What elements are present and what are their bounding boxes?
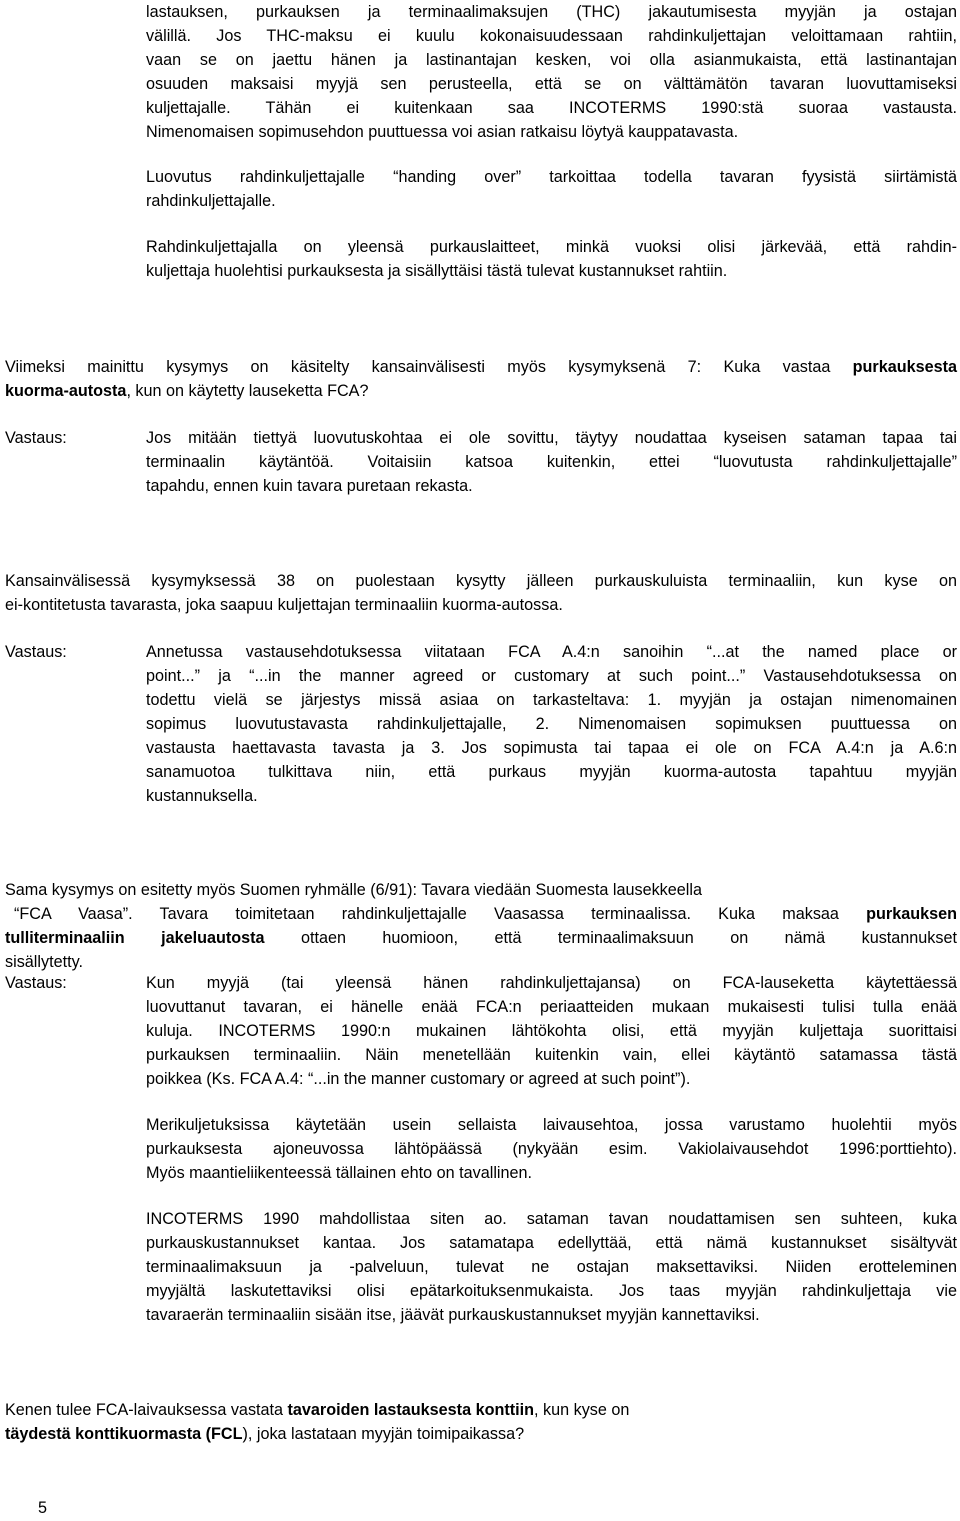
answer-line: purkauskustannukset kantaa. Jos satamatapa edellyttää, että nämä kustannukset sisältyvät (146, 1234, 957, 1252)
answer-7 (146, 426, 957, 498)
text-line: Nimenomaisen sopimusehdon puuttuessa voi asian ratkaisu löytyä kauppatavasta. (146, 123, 739, 141)
answer-line: INCOTERMS 1990 mahdollistaa siten ao. sataman tavan noudattamisen sen suhteen, kuka (146, 1210, 957, 1228)
question-bold: purkauksesta (852, 358, 957, 376)
text-line: Rahdinkuljettajalla on yleensä purkauslaitteet, minkä vuoksi olisi järkevää, että rahdin- (146, 238, 957, 256)
question-line: ei-kontitetusta tavarasta, joka saapuu kuljettajan terminaaliin kuorma-autossa. (5, 596, 563, 614)
answer-line: Jos mitään tiettyä luovutuskohtaa ei ole sovittu, täytyy noudattaa kyseisen sataman tapaa tai (146, 429, 957, 447)
answer-line: vastausta haettavasta tavasta ja 3. Jos sopimusta tai tapaa ei ole on FCA A.4:n ja A.6:n (146, 739, 957, 757)
answer-line: luovuttanut tavaran, ei hänelle enää FCA:n periaatteiden mukaan mukaisesti tulisi tulla enää (146, 998, 957, 1016)
intro-paragraph (146, 0, 957, 144)
question-text: ), joka lastataan myyjän toimipaikassa? (242, 1425, 525, 1443)
question-finnish-group (5, 878, 957, 974)
answer-line: Annetussa vastausehdotuksessa viitataan FCA A.4:n sanoihin “...at the named place or (146, 643, 957, 661)
answer-finnish-p3 (146, 1207, 957, 1327)
question-text: Kenen tulee FCA-laivauksessa vastata (5, 1401, 288, 1419)
answer-line: tavaraerän terminaaliin sisään itse, jäävät purkauskustannukset myyjän kannettaviksi. (146, 1306, 760, 1324)
answer-38 (146, 640, 957, 808)
question-text: , kun on käytetty lauseketta FCA? (126, 382, 369, 400)
answer-line: Merikuljetuksissa käytetään usein sellaista laivausehtoa, jossa varustamo huolehtii myös (146, 1116, 957, 1134)
question-line: Kansainvälisessä kysymyksessä 38 on puolestaan kysytty jälleen purkauskuluista terminaaliin, kun kyse on (5, 572, 957, 590)
answer-finnish-p2 (146, 1113, 957, 1185)
question-line (5, 355, 957, 379)
text-line: kuljettajalle. Tähän ei kuitenkaan saa INCOTERMS 1990:stä suoraa vastausta. (146, 99, 957, 117)
question-line: sisällytetty. (5, 953, 83, 971)
question-7 (5, 355, 957, 403)
question-text: “FCA Vaasa”. Tavara toimitetaan rahdinkuljettajalle Vaasassa terminaalissa. Kuka maksaa (14, 905, 867, 923)
text-line: vaan se on jaettu hänen ja lastinantajan kesken, voi olla asianmukaista, että lastinantajan (146, 51, 957, 69)
answer-label: Vastaus: (5, 643, 67, 661)
text-line: osuuden maksaisi myyjä sen perusteella, että se on välttämätön tavaran luovuttamiseksi (146, 75, 957, 93)
answer-line: terminaalimaksuun ja -palveluun, tulevat ne ostajan maksettaviksi. Niiden erotteleminen (146, 1258, 957, 1276)
text-line: rahdinkuljettajalle. (146, 192, 276, 210)
question-line (5, 902, 957, 926)
answer-line: todettu vielä se järjestys missä asiaa on tarkasteltava: 1. myyjän ja ostajan nimenomainen (146, 691, 957, 709)
question-text: , kun kyse on (534, 1401, 630, 1419)
question-bold: täydestä konttikuormasta (FCL (5, 1425, 243, 1443)
question-text: ottaen huomioon, että terminaalimaksuun on nämä kustannukset (264, 929, 957, 947)
question-line (5, 379, 957, 403)
question-line (5, 1422, 957, 1446)
text-line: kuljettaja huolehtisi purkauksesta ja sisällyttäisi tästä tulevat kustannukset rahtiin. (146, 262, 728, 280)
question-bold: tulliterminaaliin jakeluautosta (5, 929, 265, 947)
question-line: Sama kysymys on esitetty myös Suomen ryhmälle (6/91): Tavara viedään Suomesta lausekkeella (5, 881, 702, 899)
answer-line: sanamuotoa tulkittava niin, että purkaus myyjän kuorma-autosta tapahtuu myyjän (146, 763, 957, 781)
text-line: Luovutus rahdinkuljettajalle “handing over” tarkoittaa todella tavaran fyysistä siirtämistä (146, 168, 957, 186)
page-number: 5 (38, 1499, 48, 1517)
answer-line: sopimus luovutustavasta rahdinkuljettajalle, 2. Nimenomaisen sopimuksen puuttuessa on (146, 715, 957, 733)
question-bold: purkauksen (866, 905, 957, 923)
answer-line: purkauksesta ajoneuvossa lähtöpäässä (nykyään esim. Vakiolaivausehdot 1996:porttiehto). (146, 1140, 957, 1158)
question-line (5, 1398, 957, 1422)
answer-line: Myös maantieliikenteessä tällainen ehto on tavallinen. (146, 1164, 533, 1182)
question-38 (5, 569, 957, 617)
answer-line: kuluja. INCOTERMS 1990:n mukainen lähtökohta olisi, että myyjän kuljettaja suorittaisi (146, 1022, 957, 1040)
question-text: Viimeksi mainittu kysymys on käsitelty kansainvälisesti myös kysymyksenä 7: Kuka vastaa (5, 358, 853, 376)
answer-line: Kun myyjä (tai yleensä hänen rahdinkuljettajansa) on FCA-lauseketta käytettäessä (146, 974, 957, 992)
text-line: lastauksen, purkauksen ja terminaalimaksujen (THC) jakautumisesta myyjän ja ostajan (146, 3, 957, 21)
question-bold: tavaroiden lastauksesta konttiin (287, 1401, 535, 1419)
unloading-equipment-paragraph (146, 235, 957, 283)
answer-line: kustannuksella. (146, 787, 258, 805)
question-line (5, 926, 957, 950)
answer-line: tapahdu, ennen kuin tavara puretaan rekasta. (146, 477, 473, 495)
answer-line: purkauksen terminaaliin. Näin menetellään kuitenkin vain, ellei käytäntö satamassa tästä (146, 1046, 957, 1064)
question-bold: kuorma-autosta (5, 382, 127, 400)
answer-line: terminaalin käytäntöä. Voitaisiin katsoa kuitenkin, ettei “luovutusta rahdinkuljettajalle” (146, 453, 957, 471)
answer-label: Vastaus: (5, 429, 67, 447)
answer-line: poikkea (Ks. FCA A.4: “...in the manner customary or agreed at such point”). (146, 1070, 691, 1088)
answer-line: point...” ja “...in the manner agreed or customary at such point...” Vastausehdotuksessa on (146, 667, 957, 685)
question-fcl (5, 1398, 957, 1446)
answer-label: Vastaus: (5, 974, 67, 992)
text-line: välillä. Jos THC-maksu ei kuulu kokonaisuudessaan rahdinkuljettajan veloittamaan rahtiin, (146, 27, 957, 45)
answer-finnish-p1 (146, 971, 957, 1091)
answer-line: myyjältä laskutettaviksi olisi epätarkoituksenmukaista. Jos taas myyjän rahdinkuljettaja vie (146, 1282, 957, 1300)
handing-over-paragraph (146, 165, 957, 213)
